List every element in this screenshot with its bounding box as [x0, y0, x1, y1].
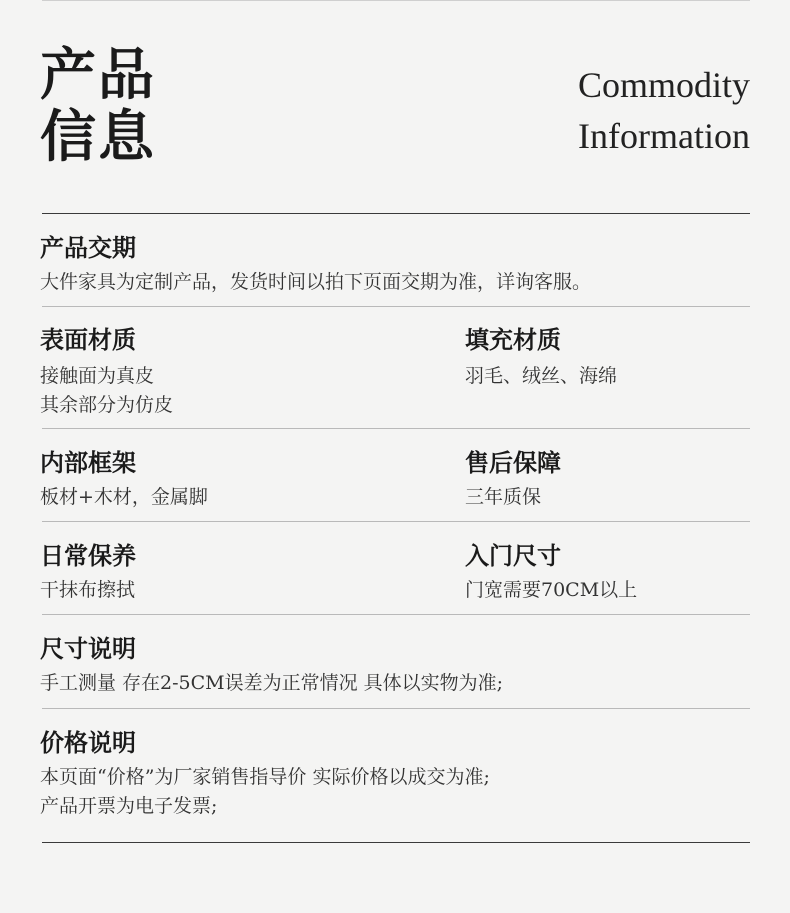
title-en-line1: Commodity — [577, 65, 750, 105]
delivery-heading: 产品交期 — [40, 233, 136, 262]
title-en-line2: Information — [578, 116, 750, 156]
aftersale-heading: 售后保障 — [465, 448, 561, 477]
section-delivery — [40, 232, 750, 297]
filling-material — [465, 324, 617, 391]
filling-heading: 填充材质 — [465, 325, 561, 354]
divider — [42, 614, 750, 615]
top-divider — [42, 0, 750, 1]
divider — [42, 306, 750, 307]
price-line1: 本页面“价格”为厂家销售指导价 实际价格以成交为准; — [40, 766, 490, 788]
filling-text: 羽毛、绒丝、海绵 — [465, 365, 618, 387]
surface-heading: 表面材质 — [40, 325, 136, 354]
section-price — [40, 727, 750, 821]
frame-heading: 内部框架 — [40, 448, 136, 477]
divider — [42, 521, 750, 522]
price-heading: 价格说明 — [40, 728, 136, 757]
surface-material — [40, 324, 173, 420]
frame — [40, 447, 208, 512]
surface-line1: 接触面为真皮 — [40, 365, 155, 387]
surface-line2: 其余部分为仿皮 — [40, 394, 174, 416]
aftersale-text: 三年质保 — [465, 486, 542, 508]
entry-text: 门宽需要70CM以上 — [465, 579, 638, 601]
price-line2: 产品开票为电子发票; — [40, 795, 218, 817]
title-cn-line2: 信息 — [40, 104, 156, 170]
care — [40, 540, 136, 605]
divider — [42, 428, 750, 429]
section-size — [40, 633, 750, 698]
header-divider — [42, 213, 750, 214]
entry-heading: 入门尺寸 — [465, 541, 561, 570]
page-title-en — [578, 60, 750, 162]
page-title-cn — [40, 44, 156, 168]
care-text: 干抹布擦拭 — [40, 579, 136, 601]
divider — [42, 708, 750, 709]
size-heading: 尺寸说明 — [40, 634, 136, 663]
size-text: 手工测量 存在2-5CM误差为正常情况 具体以实物为准; — [40, 672, 504, 694]
title-cn-line1: 产品 — [40, 42, 156, 108]
entry-size — [465, 540, 637, 605]
care-heading: 日常保养 — [40, 541, 136, 570]
frame-text: 板材+木材，金属脚 — [40, 486, 208, 508]
footer-divider — [42, 842, 750, 843]
delivery-text: 大件家具为定制产品，发货时间以拍下页面交期为准，详询客服。 — [40, 271, 592, 293]
aftersale — [465, 447, 561, 512]
